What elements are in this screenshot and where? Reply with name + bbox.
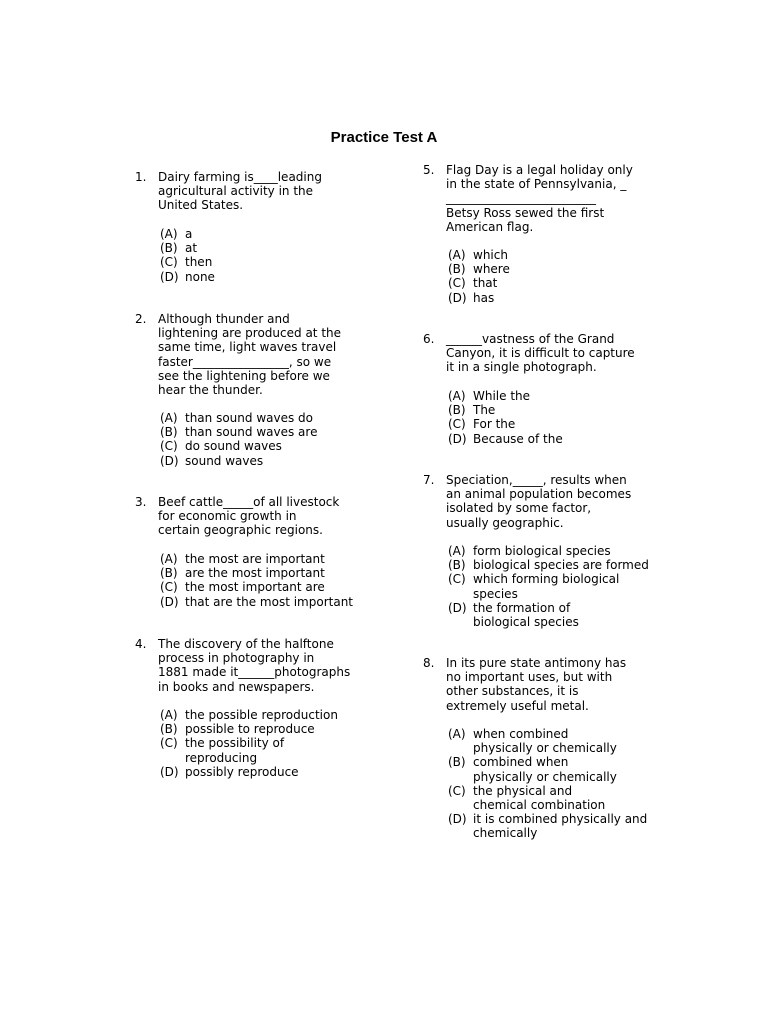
answer-choices — [160, 708, 420, 779]
choice-text: that — [473, 276, 498, 291]
choice-label: (C) — [160, 580, 178, 595]
answer-choice[interactable] — [160, 241, 420, 255]
choice-label: (C) — [448, 783, 466, 798]
choice-text: possible to reproduce — [185, 722, 315, 737]
answer-choice[interactable] — [160, 227, 420, 241]
answer-choices — [448, 389, 708, 446]
answer-choice[interactable] — [448, 784, 708, 812]
choice-text: when combined — [473, 727, 569, 741]
choice-text: the formation of — [473, 600, 571, 615]
question-number: 4. — [135, 637, 147, 651]
answer-choice[interactable] — [160, 708, 420, 722]
question-stem: In its pure state antimony has no important uses, but with other substances, it is extremely useful metal. — [446, 656, 627, 713]
choice-text: the physical and — [473, 783, 573, 798]
question-number: 7. — [423, 473, 435, 487]
answer-choice[interactable] — [448, 262, 708, 276]
choice-label: (A) — [160, 227, 178, 241]
choice-label: (C) — [160, 736, 178, 751]
choice-text: that are the most important — [185, 594, 353, 609]
choice-text-continued: biological species — [473, 615, 579, 630]
answer-choice[interactable] — [160, 270, 420, 284]
choice-text: the most are important — [185, 552, 325, 566]
choice-text: biological species are formed — [473, 558, 649, 573]
choice-text-continued: physically or chemically — [473, 769, 617, 784]
answer-choice[interactable] — [448, 276, 708, 290]
answer-choice[interactable] — [160, 439, 420, 453]
choice-label: (B) — [160, 566, 178, 581]
answer-choices — [448, 727, 708, 841]
choice-label: (A) — [448, 544, 466, 558]
choice-label: (B) — [448, 403, 466, 418]
answer-choices — [448, 544, 708, 629]
question-stem: Although thunder and lightening are produced at the same time, light waves travel faster________________, so we see the lightening before we hear the thunder. — [158, 312, 342, 398]
choice-text-continued: species — [473, 586, 518, 601]
choice-text: form biological species — [473, 544, 611, 558]
choice-text-continued: chemical combination — [473, 798, 606, 813]
answer-choices — [160, 552, 420, 609]
choice-text-continued: physically or chemically — [473, 741, 617, 756]
answer-choice[interactable] — [448, 417, 708, 431]
choice-text: which forming biological — [473, 572, 620, 587]
answer-choice[interactable] — [160, 411, 420, 425]
answer-choice[interactable] — [160, 580, 420, 594]
choice-label: (D) — [160, 453, 179, 468]
answer-choices — [160, 411, 420, 468]
choice-label: (B) — [160, 241, 178, 256]
choice-label: (B) — [448, 262, 466, 277]
choice-label: (C) — [448, 417, 466, 432]
choice-label: (A) — [160, 552, 178, 566]
answer-choice[interactable] — [448, 248, 708, 262]
choice-label: (D) — [160, 269, 179, 284]
answer-choice[interactable] — [448, 403, 708, 417]
answer-choice[interactable] — [160, 595, 420, 609]
choice-label: (A) — [160, 708, 178, 722]
choice-label: (D) — [448, 600, 467, 615]
choice-label: (D) — [160, 594, 179, 609]
answer-choices — [448, 248, 708, 305]
answer-choice[interactable] — [448, 432, 708, 446]
question-number: 1. — [135, 170, 147, 184]
question-number: 3. — [135, 495, 147, 509]
choice-label: (A) — [160, 411, 178, 425]
question-number: 2. — [135, 312, 147, 326]
question-number: 5. — [423, 163, 435, 177]
choice-text: sound waves — [185, 453, 264, 468]
choice-label: (D) — [448, 290, 467, 305]
choice-label: (D) — [160, 764, 179, 779]
question-stem: Flag Day is a legal holiday only in the state of Pennsylvania, _ _________________________ Betsy Ross sewed the first American flag. — [446, 163, 633, 234]
choice-text: than sound waves do — [185, 411, 313, 425]
choice-text: than sound waves are — [185, 425, 318, 440]
answer-choice[interactable] — [448, 812, 708, 840]
question-stem: The discovery of the halftone process in photography in 1881 made it______photographs in books and newspapers. — [158, 637, 351, 694]
answer-choice[interactable] — [160, 722, 420, 736]
choice-label: (C) — [160, 439, 178, 454]
answer-choice[interactable] — [448, 291, 708, 305]
choice-text: at — [185, 241, 198, 256]
choice-label: (B) — [160, 425, 178, 440]
choice-text: where — [473, 262, 510, 277]
answer-choice[interactable] — [160, 552, 420, 566]
choice-label: (B) — [160, 722, 178, 737]
answer-choice[interactable] — [448, 558, 708, 572]
choice-label: (D) — [448, 431, 467, 446]
question-stem: ______vastness of the Grand Canyon, it is difficult to capture it in a single photograph. — [446, 332, 635, 375]
answer-choices — [160, 227, 420, 284]
choice-text: For the — [473, 417, 516, 432]
choice-text: are the most important — [185, 566, 325, 581]
choice-label: (C) — [448, 572, 466, 587]
choice-label: (B) — [448, 558, 466, 573]
answer-choice[interactable] — [448, 544, 708, 558]
choice-text: the most important are — [185, 580, 325, 595]
choice-label: (A) — [448, 727, 466, 741]
choice-text: a — [185, 227, 193, 241]
answer-choice[interactable] — [448, 389, 708, 403]
answer-choice[interactable] — [448, 755, 708, 783]
choice-text: While the — [473, 389, 531, 403]
choice-text: the possibility of — [185, 736, 285, 751]
choice-text-continued: reproducing — [185, 750, 258, 765]
choice-text: none — [185, 269, 215, 284]
choice-text-continued: chemically — [473, 826, 538, 841]
answer-choice[interactable] — [448, 572, 708, 600]
answer-choice[interactable] — [160, 736, 420, 764]
answer-choice[interactable] — [160, 425, 420, 439]
question-stem: Dairy farming is____leading agricultural activity in the United States. — [158, 170, 322, 213]
choice-text: possibly reproduce — [185, 764, 299, 779]
question-stem: Beef cattle_____of all livestock for economic growth in certain geographic regions. — [158, 495, 340, 538]
answer-choice[interactable] — [448, 727, 708, 755]
choice-label: (A) — [448, 248, 466, 262]
choice-text: combined when — [473, 755, 569, 770]
question-number: 6. — [423, 332, 435, 346]
choice-label: (C) — [160, 255, 178, 270]
page-title: Practice Test A — [330, 129, 438, 146]
choice-text: the possible reproduction — [185, 708, 338, 722]
choice-text: then — [185, 255, 213, 270]
choice-text: has — [473, 290, 495, 305]
choice-text: do sound waves — [185, 439, 282, 454]
choice-label: (B) — [448, 755, 466, 770]
question-stem: Speciation,_____, results when an animal population becomes isolated by some factor, usually geographic. — [446, 473, 632, 530]
choice-label: (D) — [448, 812, 467, 827]
answer-choice[interactable] — [448, 601, 708, 629]
choice-text: Because of the — [473, 431, 563, 446]
answer-choice[interactable] — [160, 765, 420, 779]
choice-text: which — [473, 248, 508, 262]
choice-label: (C) — [448, 276, 466, 291]
answer-choice[interactable] — [160, 454, 420, 468]
question-number: 8. — [423, 656, 435, 670]
answer-choice[interactable] — [160, 566, 420, 580]
choice-text: it is combined physically and — [473, 812, 648, 827]
answer-choice[interactable] — [160, 255, 420, 269]
choice-text: The — [473, 403, 496, 418]
choice-label: (A) — [448, 389, 466, 403]
